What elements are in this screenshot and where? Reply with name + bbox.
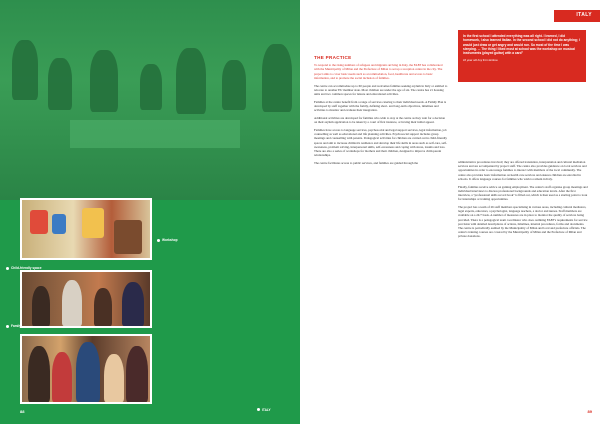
country-label: ITALY [576, 12, 592, 18]
child-friendly-space-photo [20, 198, 152, 260]
caption-family: Family [6, 324, 21, 328]
quote-text: In the first school I attended everything was all right. I learned, I did homework, I also learned Italian. In the second school I did not do anything; I would just draw or get angry and would run. So most of the time I was sleeping. ... The thing I liked most at school was the workshop on musical instruments (played guitar) with a card" [463, 34, 580, 56]
paragraph: Finally, families receive advice on gaining employment. The centre's staff organise group meetings and individual interviews to discuss professional backgrounds and education levels. After the first interview, a "professional skills record book" is filled out, which is then used as a starting point to look for internships or training opportunities. [458, 184, 588, 202]
footer-country-tag: ITALY [257, 408, 271, 412]
classroom-photo [0, 0, 300, 200]
caption-workshop: Workshop [157, 238, 178, 242]
paragraph: The centre can accommodate up to 60 people and welcomes families seeking asylum in Italy or entitled to relocate to another EU member state. Most children are under the age of six. The centre has 21 housing units and two common spaces for leisure and educational activities. [314, 83, 448, 97]
right-page [300, 0, 600, 424]
paragraph: Families at the centre benefit from a range of services catering to their individual needs. A Family Plan is developed by staff together with the family, defining short- and long-term objectives, timelines and activities to monitor and evaluate their integration. [314, 99, 447, 113]
page-number-left: 88 [20, 409, 25, 414]
text-column-2 [458, 160, 588, 242]
page-number-right: 89 [587, 409, 592, 414]
text-column-1 [314, 56, 448, 169]
caption-child-friendly-space: Child-friendly space [6, 266, 41, 270]
paragraph: The project has a team of 26 staff members specialising in various areas, including cultural mediators, legal experts, educators, a psychologist, language teachers, a doctor and nurses. Staff members are available on a 24/7 basis. A number of measures are in place to monitor the quality of services being provided. There is a pedagogical team coordinator who does outlining FAEP's requirements for service provision with detailed descriptions of actions, timelines, internal procedures, forms and documents. The centre is periodically audited by the Municipality of Milan and local and prefecture officials. The centre's training courses are covered by the Municipality of Milan and the Prefecture of Milan and private donations. [458, 205, 588, 239]
paragraph: Additional activities are developed for families who wish to stay at the centre as they wait for a decision on their asylum application to be taken by a court of first instance, or having their initial appeal. [314, 116, 445, 125]
paragraph: administrative procedures involved; they are offered translation, interpretation and cultural mediation services and are accompanied by project staff. The centre also provides guidance on local services and opportunities in order to encourage families to interact with members of the local community. The centre also provides basic information on health care services and ensures children are enrolled in schools. It offers language courses for families who wish to remain in Italy. [458, 160, 587, 181]
paragraph: To respond to the rising numbers of refugees and migrants arriving in Italy, the FAEP has collaborated with the Municipality of Milan and the Prefecture of Milan to set up a reception centre in the city. The project aims to cover basic needs such as accommodation, food, healthcare and access to basic information, and to promote the social inclusion of families. [314, 63, 443, 80]
paragraph: The centre facilitates access to public services, and families are guided through the [314, 161, 419, 166]
quote-attribution: 10 year old boy from Eritrea [463, 58, 498, 63]
section-title: THE PRACTICE [314, 55, 352, 60]
family-photo [20, 334, 152, 404]
paragraph: Families have access to language services, psychosocial and legal support services, legal information, job counselling as well as educational and life planning activities. Psychosocial support includes group meetings and counselling with parents. Pedagogical activities for children are carried out in child-friendly spaces and aim to increase children's resilience and develop their life skills in areas such as self-care, self-awareness, problem solving, interpersonal skills, self-awareness and coping with stress, trauma and loss. There are also a series of workshops for mothers and their children, designed to improve child-parent relationships. [314, 128, 448, 158]
workshop-photo [20, 270, 152, 328]
quote-box [458, 30, 586, 82]
